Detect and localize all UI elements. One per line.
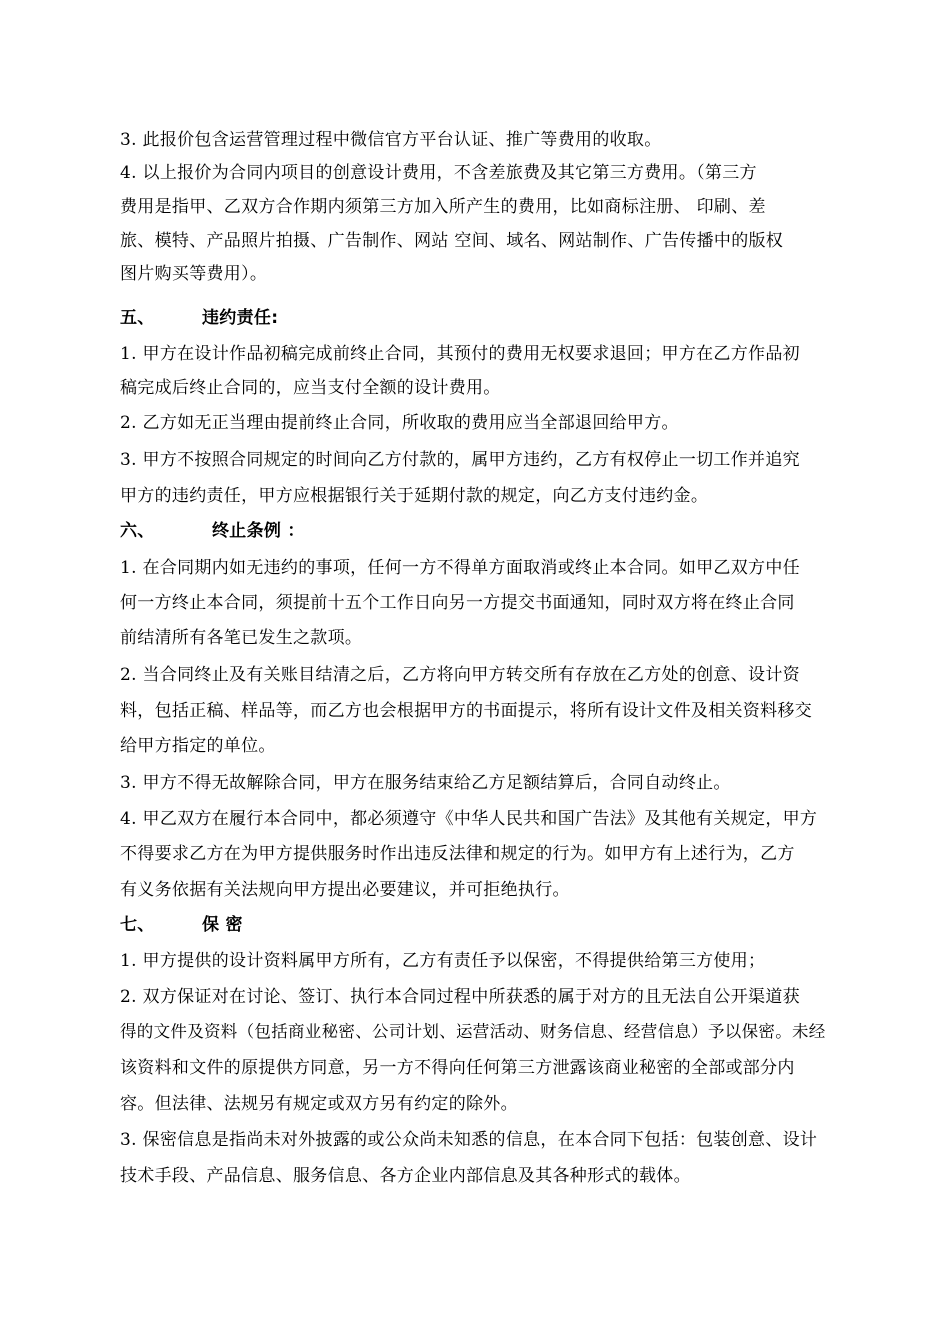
section-five-heading <box>120 306 278 330</box>
clause-4-4-line-4: 图片购买等费用）。 <box>120 264 268 284</box>
section-five-line: 甲方的违约责任，甲方应根据银行关于延期付款的规定，向乙方支付违约金。 <box>120 486 709 506</box>
section-six-line: 2. 当合同终止及有关账目结清之后，乙方将向甲方转交所有存放在乙方处的创意、设计资 <box>120 665 800 685</box>
section-six-line: 不得要求乙方在为甲方提供服务时作出违反法律和规定的行为。如甲方有上述行为，乙方 <box>120 844 795 864</box>
section-seven-line: 容。但法律、法规另有规定或双方另有约定的除外。 <box>120 1094 518 1114</box>
section-six-line: 何一方终止本合同，须提前十五个工作日向另一方提交书面通知，同时双方将在终止合同 <box>120 593 795 613</box>
section-five-line: 3. 甲方不按照合同规定的时间向乙方付款的，属甲方违约，乙方有权停止一切工作并追究 <box>120 450 800 470</box>
clause-4-4-line-1: 4. 以上报价为合同内项目的创意设计费用，不含差旅费及其它第三方费用。（第三方 <box>120 163 757 183</box>
section-six-line: 前结清所有各笔已发生之款项。 <box>120 628 363 648</box>
section-six-line: 4. 甲乙双方在履行本合同中，都必须遵守《中华人民共和国广告法》及其他有关规定，甲方 <box>120 809 818 829</box>
section-seven-line: 3. 保密信息是指尚未对外披露的或公众尚未知悉的信息，在本合同下包括：包装创意、设计 <box>120 1130 818 1150</box>
section-seven-title: 保 密 <box>202 915 243 935</box>
section-five-line: 2. 乙方如无正当理由提前终止合同，所收取的费用应当全部退回给甲方。 <box>120 413 679 433</box>
clause-4-4-line-3: 旅、模特、产品照片拍摄、广告制作、网站 空间、域名、网站制作、广告传播中的版权 <box>120 231 784 251</box>
section-six-line: 料，包括正稿、样品等，而乙方也会根据甲方的书面提示，将所有设计文件及相关资料移交 <box>120 701 812 721</box>
section-seven-line: 技术手段、产品信息、服务信息、各方企业内部信息及其各种形式的载体。 <box>120 1166 691 1186</box>
section-seven-line: 得的文件及资料（包括商业秘密、公司计划、运营活动、财务信息、经营信息）予以保密。未经 <box>120 1022 826 1041</box>
section-six-line: 3. 甲方不得无故解除合同，甲方在服务结束给乙方足额结算后，合同自动终止。 <box>120 773 731 793</box>
section-five-number: 五、 <box>120 308 155 328</box>
section-six-line: 给甲方指定的单位。 <box>120 736 276 756</box>
section-seven-heading <box>120 913 243 937</box>
clause-4-4-line-2: 费用是指甲、乙双方合作期内须第三方加入所产生的费用，比如商标注册、 印刷、差 <box>120 197 766 217</box>
section-six-title: 终止条例 ： <box>212 521 305 541</box>
section-seven-line: 该资料和文件的原提供方同意，另一方不得向任何第三方泄露该商业秘密的全部或部分内 <box>120 1058 795 1078</box>
section-six-line: 1. 在合同期内如无违约的事项，任何一方不得单方面取消或终止本合同。如甲乙双方中任 <box>120 558 800 578</box>
section-five-line: 稿完成后终止合同的，应当支付全额的设计费用。 <box>120 378 501 398</box>
section-six-number: 六、 <box>120 521 155 541</box>
section-six-line: 有义务依据有关法规向甲方提出必要建议，并可拒绝执行。 <box>120 880 570 900</box>
section-five-title: 违约责任: <box>202 308 279 328</box>
section-seven-number: 七、 <box>120 915 155 935</box>
section-seven-line: 2. 双方保证对在讨论、签订、执行本合同过程中所获悉的属于对方的且无法自公开渠道获 <box>120 987 800 1007</box>
section-seven-line: 1. 甲方提供的设计资料属甲方所有，乙方有责任予以保密，不得提供给第三方使用； <box>120 951 766 971</box>
section-six-heading <box>120 519 305 543</box>
section-five-line: 1. 甲方在设计作品初稿完成前终止合同，其预付的费用无权要求退回；甲方在乙方作品初 <box>120 344 800 364</box>
clause-4-3: 3. 此报价包含运营管理过程中微信官方平台认证、推广等费用的收取。 <box>120 130 662 150</box>
